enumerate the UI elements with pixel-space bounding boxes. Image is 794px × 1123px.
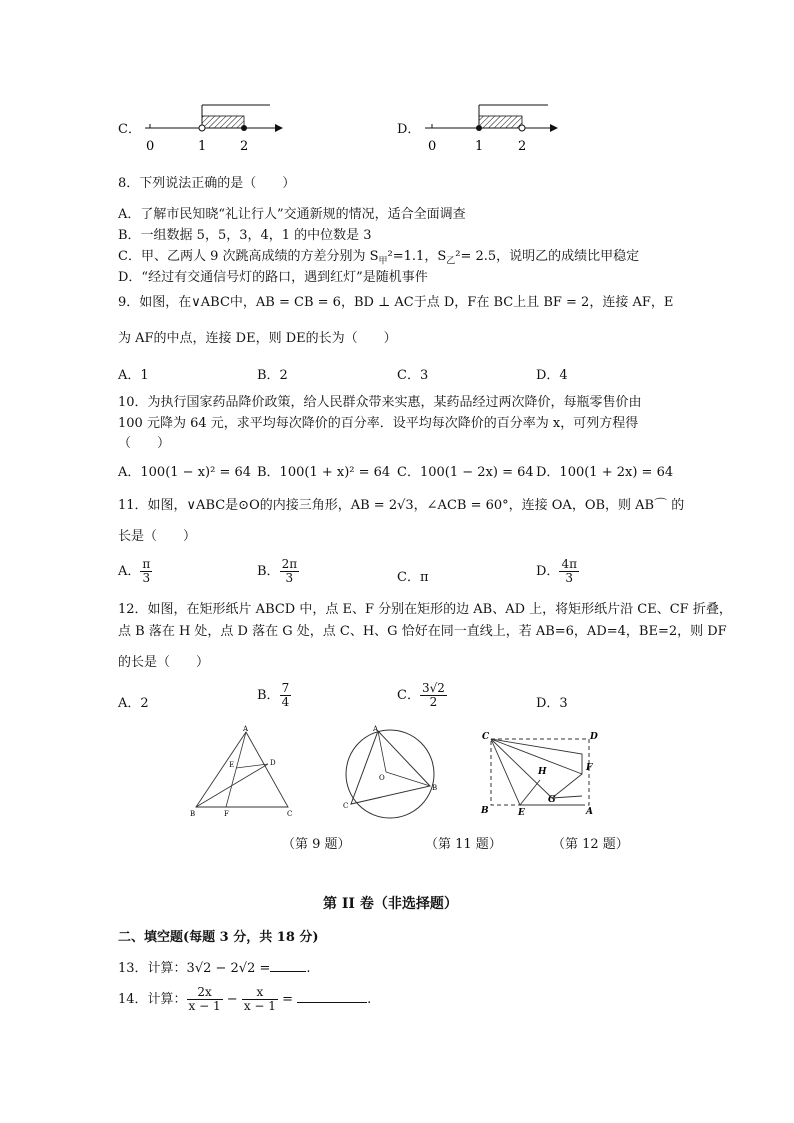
label-b: B <box>190 810 196 818</box>
q8-option-b: B．一组数据 5，5，3，4，1 的中位数是 3 <box>118 228 372 243</box>
tick-2: 2 <box>240 139 249 154</box>
q9-line2: 为 AF的中点，连接 DE，则 DE的长为（ ） <box>118 331 397 346</box>
figure-q9-triangle <box>188 722 298 822</box>
label-b: B <box>481 806 489 816</box>
label-f: F <box>586 763 593 773</box>
q8-option-a: A．了解市民知晓“礼让行人”交通新规的情况，适合全面调查 <box>118 207 466 222</box>
part-ii-title: 第 II 卷（非选择题） <box>323 896 458 912</box>
q10-option-b: B．100(1 + x)² = 64 <box>257 465 391 480</box>
label-c: C <box>482 732 490 742</box>
caption-q9: （第 9 题） <box>282 837 351 852</box>
label-a: A <box>243 725 249 733</box>
label-d: D <box>270 759 276 767</box>
label-a: A <box>373 725 379 733</box>
number-line-option-d <box>420 100 570 158</box>
label-b: B <box>432 784 438 792</box>
q12-line2: 点 B 落在 H 处，点 D 落在 G 处，点 C、H、G 恰好在同一直线上，若 AB=6，AD=4，BE=2，则 DF <box>118 624 727 639</box>
tick-1: 1 <box>198 139 207 154</box>
q9-line1: 9．如图，在∨ABC中，AB = CB = 6，BD ⊥ AC于点 D，F在 BC上且 BF = 2，连接 AF，E <box>118 295 674 310</box>
q12-line3: 的长是（ ） <box>118 655 210 670</box>
q9-option-a: A．1 <box>118 368 149 383</box>
caption-q12: （第 12 题） <box>552 837 629 852</box>
label-h: H <box>538 767 547 777</box>
label-g: G <box>548 795 556 805</box>
q10-line3: （ ） <box>118 436 171 451</box>
option-d-label: D． <box>397 122 421 137</box>
q11-option-c: C．π <box>397 570 429 585</box>
option-c-label: C． <box>118 122 141 137</box>
label-c: C <box>287 810 293 818</box>
number-line-option-c <box>140 100 290 158</box>
label-e: E <box>229 761 235 769</box>
q11-option-a: A． $\frac{\pi}{3}$ <box>118 557 151 586</box>
q11-option-b: B． $\frac{2\pi}{3}$ <box>257 557 298 586</box>
label-e: E <box>518 808 525 818</box>
q9-option-d: D．4 <box>536 368 568 383</box>
q10-option-c: C．100(1 − 2x) = 64 <box>397 465 534 480</box>
q11-line2: 长是（ ） <box>118 529 197 544</box>
q11-option-d: D． $\frac{4\pi}{3}$ <box>536 557 577 586</box>
q12-option-d: D．3 <box>536 696 568 711</box>
q14: 14．计算： $\frac{2x}{x - 1}$ − $\frac{x}{x - 1}$ = . <box>118 985 372 1014</box>
q8-option-c: C．甲、乙两人 9 次跳高成绩的方差分别为 $S_甲^2=1.1$，$S_乙^2= 2.5$，说明乙的成绩比甲稳定 <box>118 249 640 267</box>
label-a: A <box>586 807 593 817</box>
label-d: D <box>590 732 598 742</box>
label-c: C <box>343 802 349 810</box>
q14-answer-blank <box>297 1002 367 1003</box>
q10-option-a: A．100(1 − x)² = 64 <box>118 465 252 480</box>
q10-option-d: D．100(1 + 2x) = 64 <box>536 465 674 480</box>
figure-q11-circle <box>338 722 448 822</box>
q12-line1: 12．如图，在矩形纸片 ABCD 中，点 E、F 分别在矩形的边 AB、AD 上，将矩形纸片沿 CE、CF 折叠， <box>118 602 732 617</box>
q9-option-b: B．2 <box>257 368 288 383</box>
q12-option-b: B． $\frac{7}{4}$ <box>257 681 290 710</box>
tick-0: 0 <box>146 139 155 154</box>
q12-option-c: C． $\frac{3√2}{2}$ <box>397 681 445 710</box>
section-fill-in-heading: 二、填空题(每题 3 分，共 18 分) <box>118 930 319 945</box>
q8-option-d: D．“经过有交通信号灯的路口，遇到红灯”是随机事件 <box>118 270 428 285</box>
q11-line1: 11．如图，∨ABC是⊙O的内接三角形，AB = 2√3，∠ACB = 60°，连接 OA，OB，则 AB⌒ 的 <box>118 498 685 513</box>
tick-1: 1 <box>475 139 484 154</box>
tick-2: 2 <box>518 139 527 154</box>
figure-q12-rectangle <box>478 726 608 821</box>
q12-option-a: A．2 <box>118 696 149 711</box>
tick-0: 0 <box>428 139 437 154</box>
label-f: F <box>224 810 229 818</box>
q8-stem: 8．下列说法正确的是（ ） <box>118 176 296 191</box>
q10-line1: 10．为执行国家药品降价政策，给人民群众带来实惠，某药品经过两次降价，每瓶零售价由 <box>118 395 642 410</box>
q13-answer-blank <box>270 971 306 972</box>
label-o: O <box>379 774 385 782</box>
caption-q11: （第 11 题） <box>425 837 502 852</box>
q13: 13．计算：3√2 − 2√2 = . <box>118 961 311 976</box>
q10-line2: 100 元降为 64 元，求平均每次降价的百分率．设平均每次降价的百分率为 x，可列方程得 <box>118 416 639 431</box>
q9-option-c: C．3 <box>397 368 429 383</box>
